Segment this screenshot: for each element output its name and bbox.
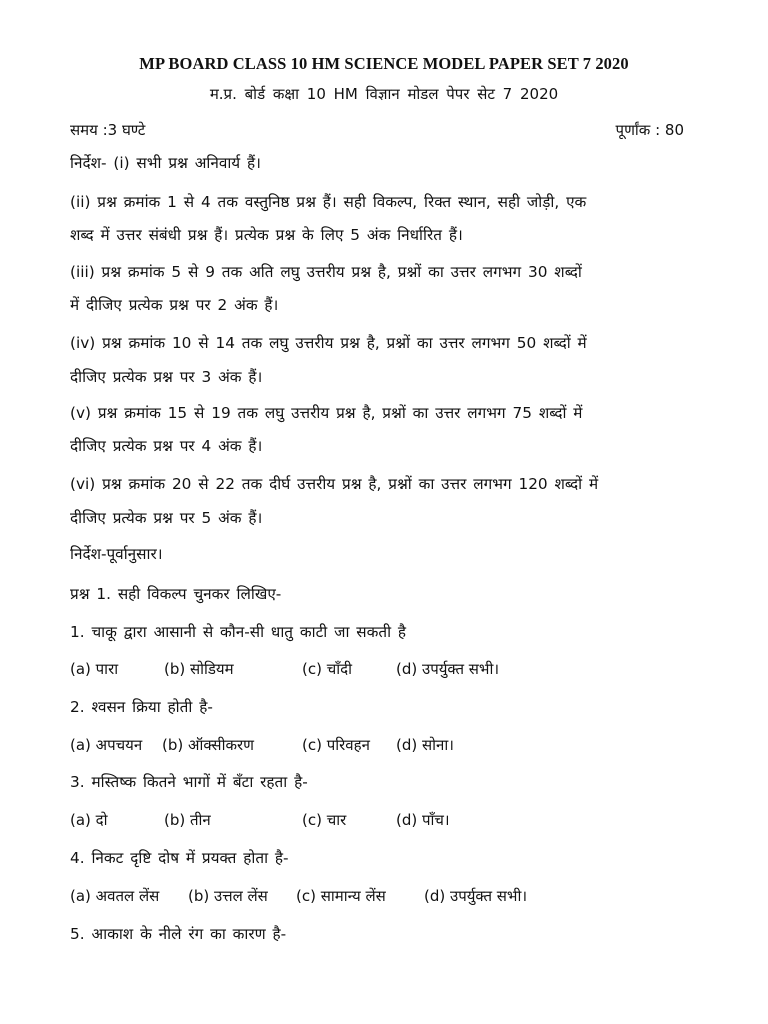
instruction-ii-line-2: शब्द में उत्तर संबंधी प्रश्न हैं। प्रत्येक प्रश्न के लिए 5 अंक निर्धारित हैं। bbox=[70, 226, 463, 244]
instruction-follow: निर्देश-पूर्वानुसार। bbox=[70, 545, 163, 563]
instruction-v-line-2: दीजिए प्रत्येक प्रश्न पर 4 अंक हैं। bbox=[70, 437, 263, 455]
instruction-ii-line-1: (ii) प्रश्न क्रमांक 1 से 4 तक वस्तुनिष्ठ प्रश्न हैं। सही विकल्प, रिक्त स्थान, सही जोड़ी, एक bbox=[70, 193, 587, 211]
paper-subtitle: म.प्र. बोर्ड कक्षा 10 HM विज्ञान मोडल पेपर सेट 7 2020 bbox=[209, 85, 559, 103]
option-a: (a) दो bbox=[70, 811, 108, 829]
option-b: (b) सोडियम bbox=[164, 660, 234, 678]
option-c: (c) सामान्य लेंस bbox=[296, 887, 386, 905]
option-d: (d) उपर्युक्त सभी। bbox=[424, 887, 528, 905]
instruction-vi-line-2: दीजिए प्रत्येक प्रश्न पर 5 अंक हैं। bbox=[70, 509, 263, 527]
option-a: (a) अवतल लेंस bbox=[70, 887, 160, 905]
paper-title: MP BOARD CLASS 10 HM SCIENCE MODEL PAPER SET 7 2020 bbox=[139, 54, 629, 73]
option-d: (d) पाँच। bbox=[396, 811, 450, 829]
option-c: (c) परिवहन bbox=[302, 736, 370, 754]
option-d: (d) उपर्युक्त सभी। bbox=[396, 660, 500, 678]
option-d: (d) सोना। bbox=[396, 736, 454, 754]
instruction-v-line-1: (v) प्रश्न क्रमांक 15 से 19 तक लघु उत्तरीय प्रश्न है, प्रश्नों का उत्तर लगभग 75 शब्दों में bbox=[70, 404, 583, 422]
question-text: 3. मस्तिष्क कितने भागों में बँटा रहता है- bbox=[70, 773, 308, 791]
option-a: (a) पारा bbox=[70, 660, 119, 678]
option-b: (b) उत्तल लेंस bbox=[188, 887, 268, 905]
time-allowed: समय :3 घण्टे bbox=[70, 121, 146, 139]
option-a: (a) अपचयन bbox=[70, 736, 143, 754]
question-text: 5. आकाश के नीले रंग का कारण है- bbox=[70, 925, 287, 943]
question-text: 1. चाकू द्वारा आसानी से कौन-सी धातु काटी जा सकती है bbox=[70, 623, 407, 641]
instruction-vi-line-1: (vi) प्रश्न क्रमांक 20 से 22 तक दीर्घ उत्तरीय प्रश्न है, प्रश्नों का उत्तर लगभग 120 शब्दों में bbox=[70, 475, 599, 493]
instruction-i: निर्देश- (i) सभी प्रश्न अनिवार्य हैं। bbox=[70, 154, 261, 172]
option-b: (b) तीन bbox=[164, 811, 211, 829]
question-text: 4. निकट दृष्टि दोष में प्रयक्त होता है- bbox=[70, 849, 289, 867]
question-text: 2. श्वसन क्रिया होती है- bbox=[70, 698, 213, 716]
option-c: (c) चार bbox=[302, 811, 347, 829]
option-b: (b) ऑक्सीकरण bbox=[162, 736, 254, 754]
option-c: (c) चाँदी bbox=[302, 660, 352, 678]
instruction-iii-line-2: में दीजिए प्रत्येक प्रश्न पर 2 अंक हैं। bbox=[70, 296, 279, 314]
instruction-iv-line-2: दीजिए प्रत्येक प्रश्न पर 3 अंक हैं। bbox=[70, 368, 263, 386]
instruction-iv-line-1: (iv) प्रश्न क्रमांक 10 से 14 तक लघु उत्तरीय प्रश्न है, प्रश्नों का उत्तर लगभग 50 शब्दों में bbox=[70, 334, 587, 352]
total-marks: पूर्णांक : 80 bbox=[615, 121, 684, 139]
question-1-heading: प्रश्न 1. सही विकल्प चुनकर लिखिए- bbox=[70, 585, 282, 603]
instruction-iii-line-1: (iii) प्रश्न क्रमांक 5 से 9 तक अति लघु उत्तरीय प्रश्न है, प्रश्नों का उत्तर लगभग 30 शब्दों bbox=[70, 263, 582, 281]
